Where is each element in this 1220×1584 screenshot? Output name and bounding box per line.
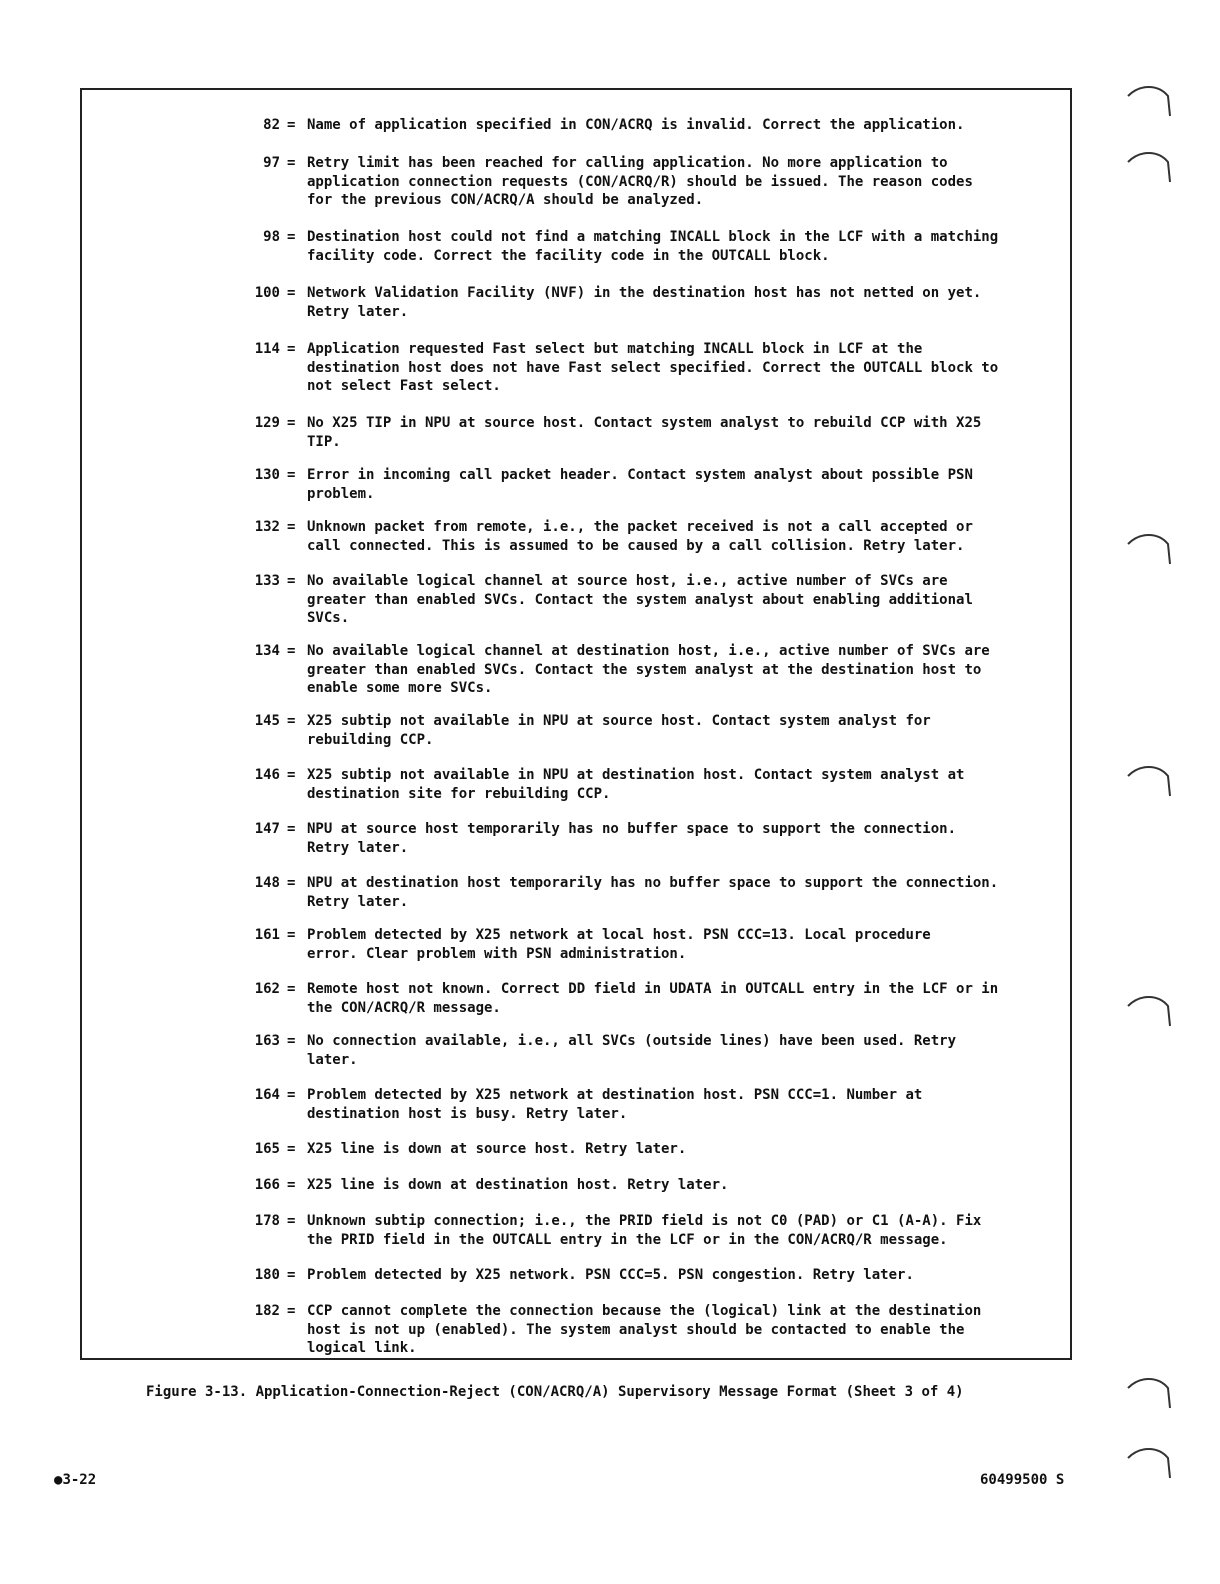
reason-code: 164 xyxy=(254,1087,280,1103)
page-number xyxy=(54,1472,96,1488)
figure-caption: Figure 3-13. Application-Connection-Reject (CON/ACRQ/A) Supervisory Message Format (Sheet 3 of 4) xyxy=(146,1384,964,1400)
reason-code: 114 xyxy=(254,341,280,357)
reason-code: 100 xyxy=(254,285,280,301)
equals-sign: = xyxy=(287,981,296,997)
reason-description: No available logical channel at destination host, i.e., active number of SVCs are greater than enabled SVCs. Contact the system analyst at the destination host to enable some more SVCs. xyxy=(307,643,990,696)
reason-description: No available logical channel at source host, i.e., active number of SVCs are greater than enabled SVCs. Contact the system analyst about enabling additional SVCs. xyxy=(307,573,973,626)
reason-code: 129 xyxy=(254,415,280,431)
reason-code: 132 xyxy=(254,519,280,535)
reason-code: 178 xyxy=(254,1213,280,1229)
equals-sign: = xyxy=(287,467,296,483)
reason-code: 165 xyxy=(254,1141,280,1157)
reason-description: Name of application specified in CON/ACRQ is invalid. Correct the application. xyxy=(307,117,965,133)
binder-hole-mark xyxy=(1126,1374,1172,1414)
equals-sign: = xyxy=(287,767,296,783)
equals-sign: = xyxy=(287,415,296,431)
equals-sign: = xyxy=(287,1213,296,1229)
binder-hole-mark xyxy=(1126,762,1172,802)
reason-description: Problem detected by X25 network at local host. PSN CCC=13. Local procedure error. Clear problem with PSN administration. xyxy=(307,927,931,962)
binder-hole-mark xyxy=(1126,1444,1172,1484)
reason-description: X25 line is down at destination host. Retry later. xyxy=(307,1177,729,1193)
reason-description: NPU at source host temporarily has no buffer space to support the connection. Retry later. xyxy=(307,821,957,856)
reason-code: 133 xyxy=(254,573,280,589)
reason-code: 163 xyxy=(254,1033,280,1049)
reason-description: Network Validation Facility (NVF) in the destination host has not netted on yet. Retry later. xyxy=(307,285,982,320)
reason-description: Unknown subtip connection; i.e., the PRID field is not C0 (PAD) or C1 (A-A). Fix the PRID field in the OUTCALL entry in the LCF or in the CON/ACRQ/R message. xyxy=(307,1213,982,1248)
equals-sign: = xyxy=(287,341,296,357)
equals-sign: = xyxy=(287,643,296,659)
equals-sign: = xyxy=(287,1087,296,1103)
reason-description: X25 subtip not available in NPU at source host. Contact system analyst for rebuilding CCP. xyxy=(307,713,931,748)
equals-sign: = xyxy=(287,1303,296,1319)
reason-code: 147 xyxy=(254,821,280,837)
reason-code: 148 xyxy=(254,875,280,891)
equals-sign: = xyxy=(287,573,296,589)
equals-sign: = xyxy=(287,875,296,891)
equals-sign: = xyxy=(287,1177,296,1193)
equals-sign: = xyxy=(287,1267,296,1283)
equals-sign: = xyxy=(287,821,296,837)
reason-code: 146 xyxy=(254,767,280,783)
reason-description: NPU at destination host temporarily has no buffer space to support the connection. Retry later. xyxy=(307,875,999,910)
figure-frame xyxy=(80,88,1072,1360)
reason-code: 180 xyxy=(254,1267,280,1283)
equals-sign: = xyxy=(287,229,296,245)
binder-hole-mark xyxy=(1126,992,1172,1032)
reason-description: Application requested Fast select but matching INCALL block in LCF at the destination host does not have Fast select specified. Correct the OUTCALL block to not select Fast select. xyxy=(307,341,999,394)
reason-code: 134 xyxy=(254,643,280,659)
reason-code: 145 xyxy=(254,713,280,729)
reason-code: 82 xyxy=(263,117,280,133)
reason-code: 182 xyxy=(254,1303,280,1319)
reason-description: No connection available, i.e., all SVCs (outside lines) have been used. Retry later. xyxy=(307,1033,957,1068)
equals-sign: = xyxy=(287,713,296,729)
reason-description: Problem detected by X25 network. PSN CCC=5. PSN congestion. Retry later. xyxy=(307,1267,914,1283)
equals-sign: = xyxy=(287,117,296,133)
equals-sign: = xyxy=(287,155,296,171)
bullet-marker: ● xyxy=(54,1472,63,1488)
reason-description: Unknown packet from remote, i.e., the packet received is not a call accepted or call connected. This is assumed to be caused by a call collision. Retry later. xyxy=(307,519,973,554)
binder-hole-mark xyxy=(1126,530,1172,570)
equals-sign: = xyxy=(287,519,296,535)
equals-sign: = xyxy=(287,927,296,943)
binder-hole-mark xyxy=(1126,148,1172,188)
reason-description: Retry limit has been reached for calling application. No more application to application connection requests (CON/ACRQ/R) should be issued. The reason codes for the previous CON/ACRQ/A should be analyzed. xyxy=(307,155,973,208)
reason-code: 98 xyxy=(263,229,280,245)
reason-code: 166 xyxy=(254,1177,280,1193)
reason-description: X25 subtip not available in NPU at destination host. Contact system analyst at destination site for rebuilding CCP. xyxy=(307,767,965,802)
equals-sign: = xyxy=(287,285,296,301)
reason-description: X25 line is down at source host. Retry later. xyxy=(307,1141,687,1157)
reason-description: Remote host not known. Correct DD field in UDATA in OUTCALL entry in the LCF or in the CON/ACRQ/R message. xyxy=(307,981,999,1016)
reason-code: 161 xyxy=(254,927,280,943)
reason-description: CCP cannot complete the connection because the (logical) link at the destination host is not up (enabled). The system analyst should be contacted to enable the logical link. xyxy=(307,1303,982,1356)
reason-code: 97 xyxy=(263,155,280,171)
equals-sign: = xyxy=(287,1141,296,1157)
reason-description: Problem detected by X25 network at destination host. PSN CCC=1. Number at destination host is busy. Retry later. xyxy=(307,1087,923,1122)
binder-hole-mark xyxy=(1126,82,1172,122)
page-number-text: 3-22 xyxy=(62,1472,97,1488)
equals-sign: = xyxy=(287,1033,296,1049)
reason-code: 162 xyxy=(254,981,280,997)
reason-description: No X25 TIP in NPU at source host. Contact system analyst to rebuild CCP with X25 TIP. xyxy=(307,415,982,450)
reason-code: 130 xyxy=(254,467,280,483)
reason-description: Error in incoming call packet header. Contact system analyst about possible PSN problem. xyxy=(307,467,973,502)
reason-description: Destination host could not find a matching INCALL block in the LCF with a matching facility code. Correct the facility code in the OUTCALL block. xyxy=(307,229,999,264)
document-number: 60499500 S xyxy=(980,1472,1065,1488)
